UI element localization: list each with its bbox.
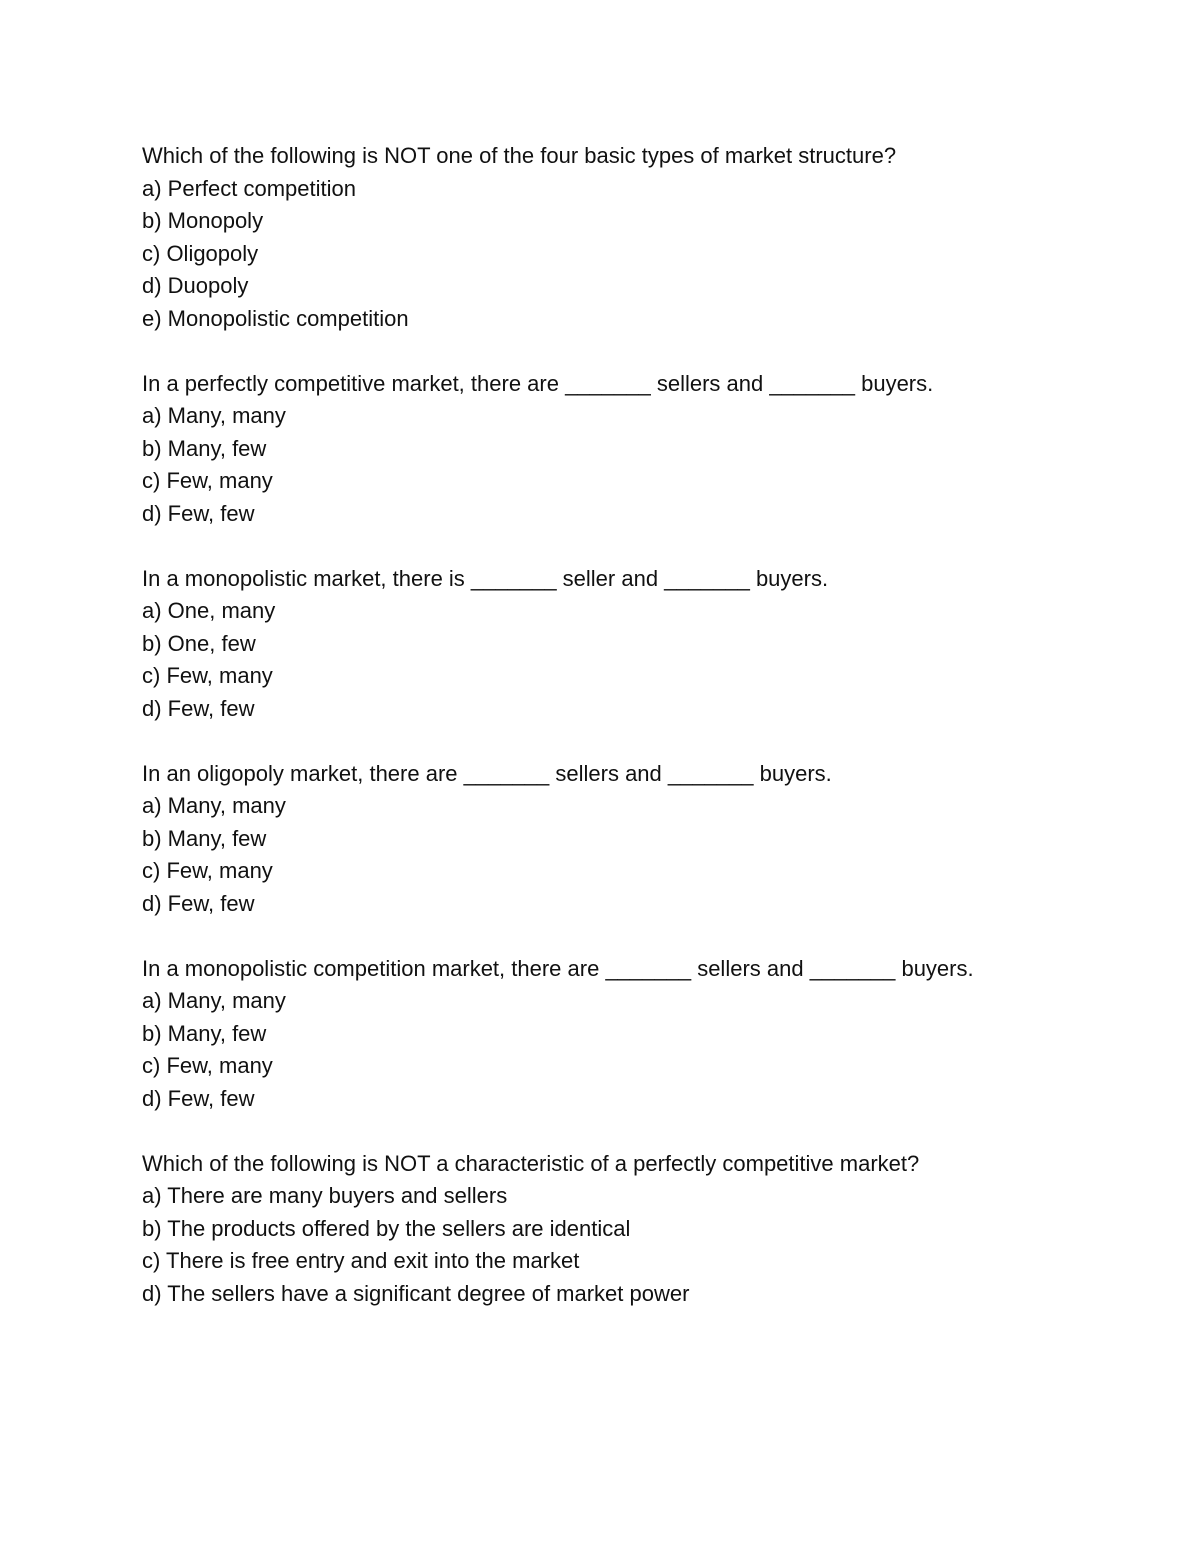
answer-option: a) Many, many: [142, 988, 286, 1013]
answer-option: a) Perfect competition: [142, 175, 356, 201]
answer-option: a) One, many: [142, 598, 276, 623]
answer-option: d) Duopoly: [142, 273, 249, 298]
question-3: [142, 563, 1142, 726]
answer-option: d) Few, few: [142, 1085, 255, 1111]
answer-option: d) Few, few: [142, 890, 255, 916]
question-prompt: In an oligopoly market, there are _______ sellers and _______ buyers.: [142, 760, 832, 786]
answer-option: d) Few, few: [142, 500, 255, 526]
answer-option: a) Many, many: [142, 403, 286, 428]
answer-option: d) Few, few: [142, 695, 255, 721]
question-2: [142, 368, 1142, 531]
question-prompt: In a perfectly competitive market, there are _______ sellers and _______ buyers.: [142, 370, 934, 396]
answer-option: b) Monopoly: [142, 208, 264, 233]
question-1: [142, 140, 1142, 335]
answer-option: a) Many, many: [142, 793, 286, 818]
question-prompt: Which of the following is NOT one of the four basic types of market structure?: [142, 143, 897, 168]
answer-option: e) Monopolistic competition: [142, 305, 409, 331]
question-prompt: In a monopolistic market, there is _______ seller and _______ buyers.: [142, 565, 829, 591]
answer-option: c) There is free entry and exit into the market: [142, 1248, 580, 1273]
answer-option: b) Many, few: [142, 435, 267, 461]
answer-option: b) One, few: [142, 630, 256, 656]
answer-option: b) Many, few: [142, 1020, 267, 1046]
document-page: [142, 140, 1142, 1343]
answer-option: c) Few, many: [142, 858, 273, 883]
answer-option: c) Oligopoly: [142, 240, 259, 266]
question-5: [142, 953, 1142, 1116]
question-4: [142, 758, 1142, 921]
question-prompt: In a monopolistic competition market, there are _______ sellers and _______ buyers.: [142, 955, 974, 981]
answer-option: b) Many, few: [142, 825, 267, 851]
answer-option: b) The products offered by the sellers are identical: [142, 1215, 631, 1241]
answer-option: a) There are many buyers and sellers: [142, 1183, 508, 1208]
question-6: [142, 1148, 1142, 1311]
answer-option: c) Few, many: [142, 663, 273, 688]
answer-option: d) The sellers have a significant degree of market power: [142, 1280, 690, 1306]
question-prompt: Which of the following is NOT a characteristic of a perfectly competitive market?: [142, 1150, 920, 1176]
answer-option: c) Few, many: [142, 468, 273, 493]
answer-option: c) Few, many: [142, 1053, 273, 1078]
